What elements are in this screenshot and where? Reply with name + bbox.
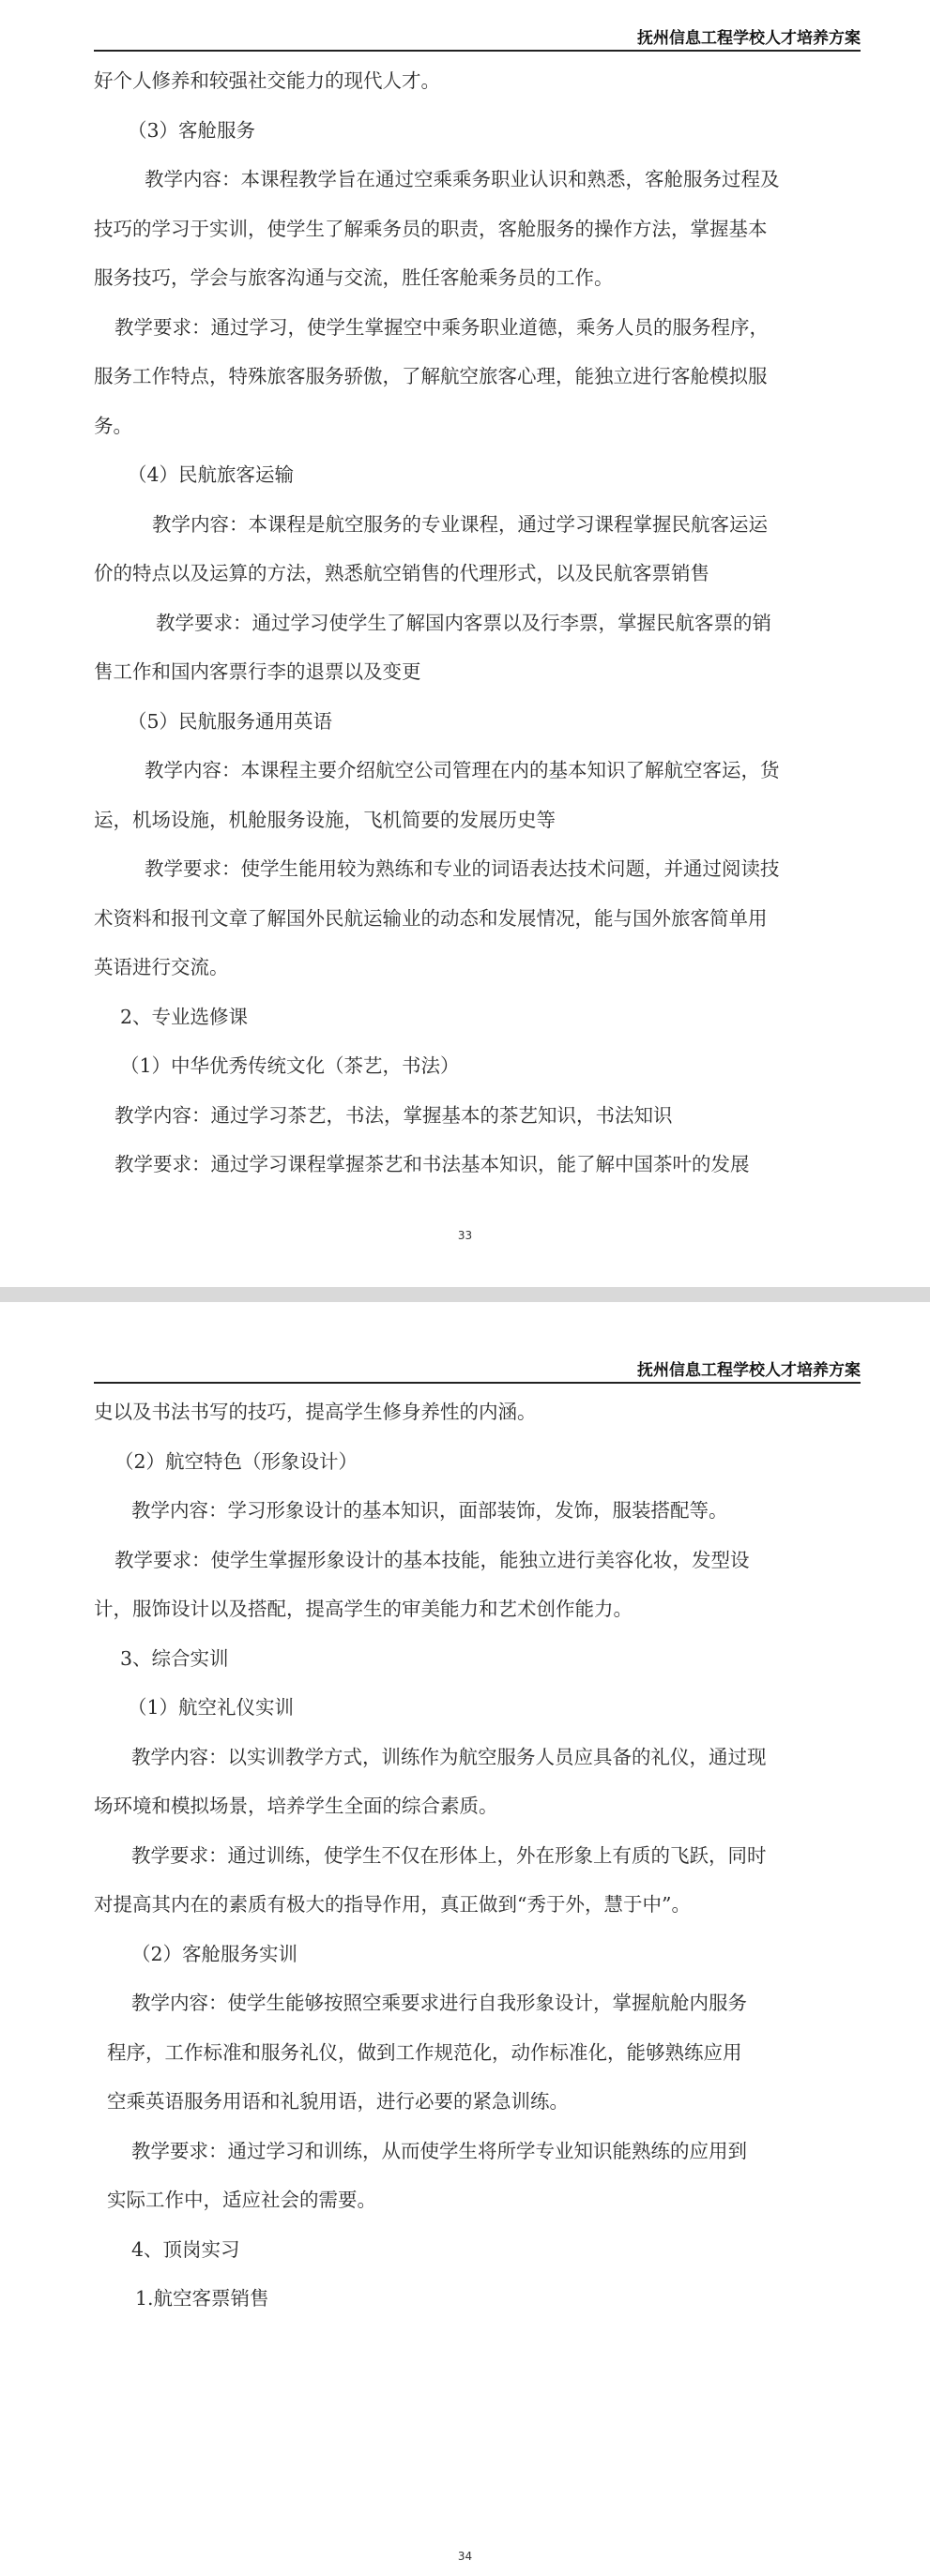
paragraph-line: 术资料和报刊文章了解国外民航运输业的动态和发展情况，能与国外旅客简单用	[94, 906, 768, 930]
page-33-body	[94, 56, 861, 1190]
paragraph-line: 教学要求：通过学习和训练，从而使学生将所学专业知识能熟练的应用到	[131, 2139, 747, 2162]
section-heading-ticket-sales: 1.航空客票销售	[135, 2287, 269, 2310]
paragraph-line: 教学要求：通过训练，使学生不仅在形体上，外在形象上有质的飞跃，同时	[131, 1843, 767, 1867]
page-number: 34	[457, 2550, 473, 2563]
running-header-title: 抚州信息工程学校人才培养方案	[637, 1361, 861, 1380]
section-heading-traditional-culture: （1）中华优秀传统文化（茶艺，书法）	[120, 1054, 460, 1077]
paragraph-line: 教学要求：通过学习课程掌握茶艺和书法基本知识，能了解中国茶叶的发展	[114, 1153, 750, 1175]
section-heading-aviation-english: （5）民航服务通用英语	[128, 709, 333, 733]
section-heading-cabin-service: （3）客舱服务	[128, 118, 256, 142]
paragraph-line: 服务工作特点，特殊旅客服务骄傲，了解航空旅客心理，能独立进行客舱模拟服	[94, 365, 768, 387]
paragraph-line: 好个人修养和较强社交能力的现代人才。	[94, 69, 440, 92]
paragraph-line: 教学内容：本课程主要介绍航空公司管理在内的基本知识了解航空客运，货	[145, 759, 780, 781]
section-heading-etiquette-training: （1）航空礼仪实训	[128, 1696, 295, 1719]
section-heading-passenger-transport: （4）民航旅客运输	[128, 463, 295, 486]
paragraph-line: 运，机场设施，机舱服务设施，飞机简要的发展历史等	[94, 808, 556, 831]
paragraph-line: 教学要求：通过学习，使学生掌握空中乘务职业道德，乘务人员的服务程序，	[114, 315, 769, 339]
paragraph-line: 英语进行交流。	[94, 956, 229, 978]
document-page-33	[0, 0, 930, 1287]
page-34-body	[94, 1387, 861, 2324]
paragraph-line: 教学内容：本课程是航空服务的专业课程，通过学习课程掌握民航客运运	[152, 512, 768, 536]
paragraph-line: 空乘英语服务用语和礼貌用语，进行必要的紧急训练。	[107, 2090, 569, 2113]
paragraph-line: 计，服饰设计以及搭配，提高学生的审美能力和艺术创作能力。	[94, 1598, 633, 1620]
paragraph-line: 教学要求：使学生掌握形象设计的基本技能，能独立进行美容化妆，发型设	[114, 1548, 750, 1571]
paragraph-line: 服务技巧，学会与旅客沟通与交流，胜任客舱乘务员的工作。	[94, 266, 614, 289]
paragraph-line: 史以及书法书写的技巧，提高学生修身养性的内涵。	[94, 1401, 537, 1423]
paragraph-line: 教学内容：本课程教学旨在通过空乘乘务职业认识和熟悉，客舱服务过程及	[145, 168, 780, 190]
paragraph-line: 教学内容：以实训教学方式，训练作为航空服务人员应具备的礼仪，通过现	[131, 1745, 767, 1768]
section-heading-electives: 2、专业选修课	[120, 1005, 249, 1028]
paragraph-line: 场环境和模拟场景，培养学生全面的综合素质。	[94, 1795, 498, 1817]
paragraph-line: 程序，工作标准和服务礼仪，做到工作规范化，动作标准化，能够熟练应用	[107, 2040, 742, 2064]
paragraph-line: 教学内容：学习形象设计的基本知识，面部装饰，发饰，服装搭配等。	[131, 1499, 728, 1522]
paragraph-line: 教学要求：使学生能用较为熟练和专业的词语表达技术问题，并通过阅读技	[145, 857, 780, 880]
paragraph-line: 务。	[94, 414, 132, 437]
page-number: 33	[457, 1229, 473, 1242]
header-divider	[94, 50, 861, 52]
paragraph-line: 教学要求：通过学习使学生了解国内客票以及行李票，掌握民航客票的销	[156, 611, 771, 634]
paragraph-line: 对提高其内在的素质有极大的指导作用，真正做到“秀于外，慧于中”。	[94, 1893, 691, 1916]
paragraph-line: 实际工作中，适应社会的需要。	[107, 2189, 376, 2211]
paragraph-line: 技巧的学习于实训，使学生了解乘务员的职责，客舱服务的操作方法，掌握基本	[94, 217, 768, 240]
document-page-34	[0, 1302, 930, 2576]
paragraph-line: 售工作和国内客票行李的退票以及变更	[94, 660, 421, 683]
section-heading-image-design: （2）航空特色（形象设计）	[114, 1449, 358, 1473]
section-heading-cabin-training: （2）客舱服务实训	[131, 1942, 298, 1965]
paragraph-line: 教学内容：使学生能够按照空乘要求进行自我形象设计，掌握航舱内服务	[131, 1992, 747, 2014]
section-heading-comprehensive-training: 3、综合实训	[120, 1646, 229, 1670]
section-heading-internship: 4、顶岗实习	[131, 2237, 240, 2261]
header-divider	[94, 1382, 861, 1384]
running-header-title: 抚州信息工程学校人才培养方案	[637, 29, 861, 48]
paragraph-line: 教学内容：通过学习茶艺，书法，掌握基本的茶艺知识，书法知识	[114, 1103, 673, 1127]
paragraph-line: 价的特点以及运算的方法，熟悉航空销售的代理形式，以及民航客票销售	[94, 562, 709, 584]
